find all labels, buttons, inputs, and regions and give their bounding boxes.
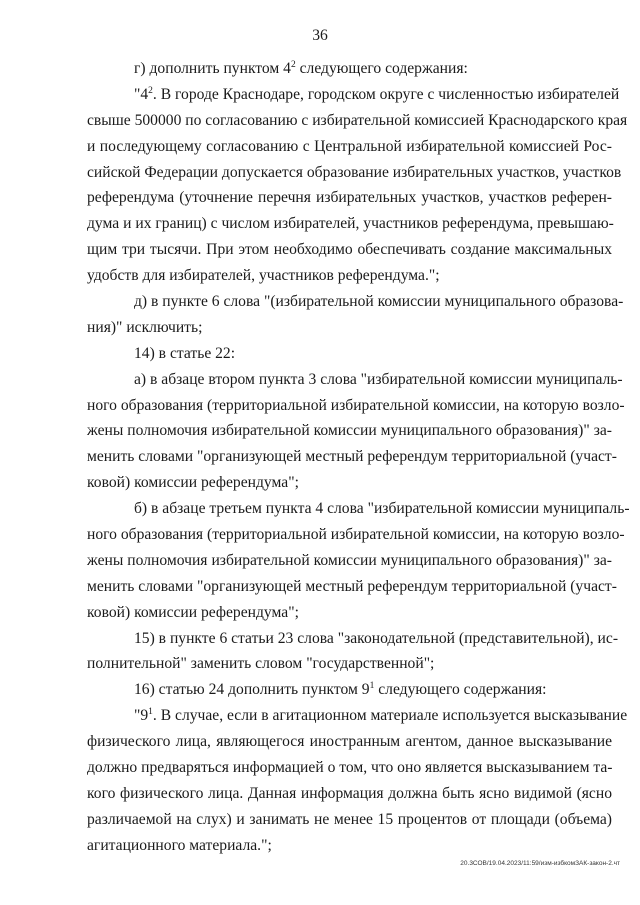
text-line <box>87 755 612 781</box>
text-run: сийской Федерации допускается образование избирательных участков, участков <box>87 163 622 181</box>
text-run: полнительной" заменить словом "государственной"; <box>87 655 435 673</box>
text-line <box>87 626 619 652</box>
text-run: "9 <box>134 707 149 725</box>
text-line <box>87 677 612 703</box>
text-run: следующего содержания: <box>295 60 468 77</box>
text-run: агитационного материала."; <box>87 836 272 854</box>
text-line <box>87 237 612 263</box>
superscript: 2 <box>290 60 296 70</box>
text-run: следующего содержания: <box>374 681 547 699</box>
text-run: ковой) комиссии референдума"; <box>87 603 299 621</box>
text-line <box>87 289 624 315</box>
text-run: референдума (уточнение перечня избирательных участков, участков референ- <box>87 189 612 207</box>
text-line <box>87 729 612 755</box>
text-run: различаемой на слух) и занимать не менее 15 процентов от площади (объема) <box>87 810 612 828</box>
text-run: ного образования (территориальной избирательной комиссии, на которую возло- <box>87 396 625 414</box>
text-line <box>87 522 625 548</box>
text-run: менить словами "организующей местный референдум территориальной (участ- <box>87 448 617 466</box>
text-run: а) в абзаце втором пункта 3 слова "избирательной комиссии муниципаль- <box>134 370 623 388</box>
text-run: свыше 500000 по согласованию с избирательной комиссией Краснодарского края <box>87 111 628 129</box>
text-run: менить словами "организующей местный референдум территориальной (участ- <box>87 577 617 595</box>
text-line <box>87 574 617 600</box>
text-line <box>87 600 612 626</box>
text-line <box>87 496 630 522</box>
text-line <box>87 315 612 341</box>
page-number: 36 <box>312 27 328 44</box>
text-line <box>87 703 628 729</box>
text-run: жены полномочия избирательной комиссии муниципального образования)" за- <box>87 422 612 440</box>
text-run: жены полномочия избирательной комиссии муниципального образования)" за- <box>87 551 612 569</box>
text-run: 16) статью 24 дополнить пунктом 9 <box>134 681 370 699</box>
text-line <box>87 367 623 393</box>
text-run: удобств для избирателей, участников референдума."; <box>87 267 440 285</box>
text-line <box>87 56 612 82</box>
text-run: б) в абзаце третьем пункта 4 слова "избирательной комиссии муниципаль- <box>134 500 630 518</box>
text-run: ного образования (территориальной избирательной комиссии, на которую возло- <box>87 526 625 544</box>
text-line <box>87 108 628 134</box>
text-run: 15) в пункте 6 статьи 23 слова "законодательной (представительной), ис- <box>134 629 619 647</box>
text-line <box>87 651 612 677</box>
text-line <box>87 444 617 470</box>
text-run: и последующему согласованию с Центральной избирательной комиссией Рос- <box>87 137 612 155</box>
text-line <box>87 160 622 186</box>
text-line <box>87 470 612 496</box>
text-line <box>87 82 620 108</box>
text-line <box>87 341 612 367</box>
text-line <box>87 263 612 289</box>
superscript: 1 <box>148 707 153 718</box>
text-run: . В случае, если в агитационном материале используется высказывание <box>152 707 628 725</box>
footer-document-id: 20.3СОВ/19.04.2023/11:59/изм-избкомЗАК-закон-2.чт <box>460 860 620 867</box>
text-run: г) дополнить пунктом 4 <box>134 60 291 77</box>
text-run: кого физического лица. Данная информация должна быть ясно видимой (ясно <box>87 784 612 802</box>
document-body <box>87 56 630 859</box>
text-run: д) в пункте 6 слова "(избирательной комиссии муниципального образова- <box>134 293 624 311</box>
superscript: 1 <box>369 681 375 692</box>
text-line <box>87 418 612 444</box>
text-line <box>87 781 612 807</box>
text-line <box>87 185 612 211</box>
text-run: ния)" исключить; <box>87 318 203 336</box>
superscript: 2 <box>148 85 153 96</box>
text-run: 14) в статье 22: <box>134 344 236 362</box>
text-line <box>87 807 612 833</box>
text-run: . В городе Краснодаре, городском округе с численностью избирателей <box>152 85 620 103</box>
text-line <box>87 393 625 419</box>
text-line <box>87 548 612 574</box>
text-run: дума и их границ) с числом избирателей, участников референдума, превышаю- <box>87 215 614 233</box>
text-run: "4 <box>134 85 149 103</box>
text-run: физического лица, являющегося иностранным агентом, данное высказывание <box>87 733 612 751</box>
text-run: ковой) комиссии референдума"; <box>87 474 299 492</box>
text-line <box>87 211 612 237</box>
text-run: должно предваряться информацией о том, что оно является высказыванием та- <box>87 759 613 777</box>
text-line <box>87 833 612 859</box>
text-line <box>87 134 612 160</box>
text-run: щим три тысячи. При этом необходимо обеспечивать создание максимальных <box>87 241 612 259</box>
